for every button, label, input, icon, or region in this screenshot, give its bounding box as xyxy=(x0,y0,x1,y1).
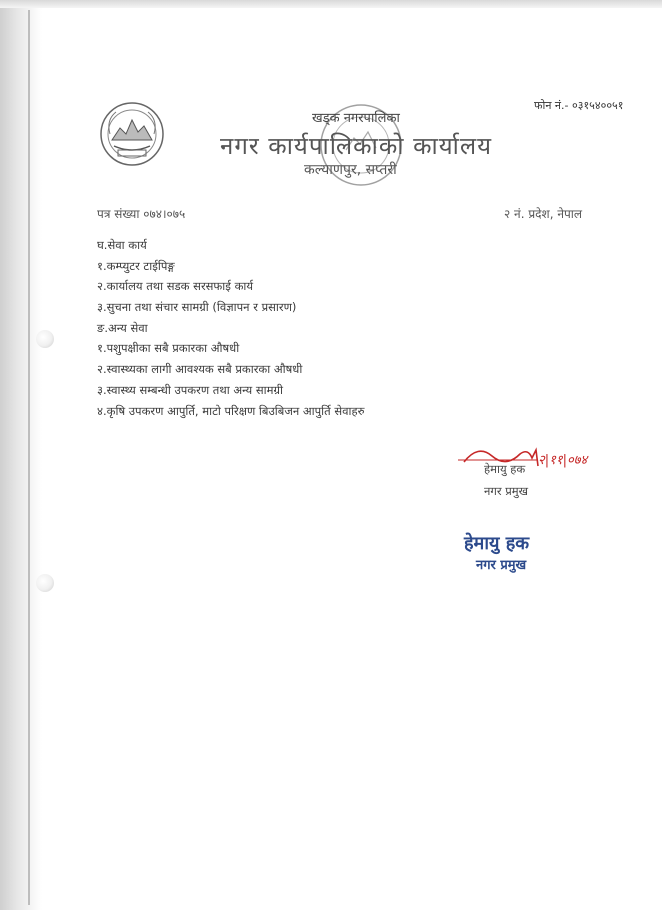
list-item: ४.कृषि उपकरण आपुर्ति, माटो परिक्षण बिउबिजन आपुर्ति सेवाहरु xyxy=(97,403,365,418)
list-item: ङ.अन्य सेवा xyxy=(97,320,148,335)
handwritten-signature-icon xyxy=(458,440,608,474)
phone-number: फोन नं.- ०३१५४००५१ xyxy=(534,99,624,112)
office-location: कल्याणपुर, सप्तरी xyxy=(304,162,397,178)
list-item: १.पशुपक्षीका सबै प्रकारका औषधी xyxy=(97,341,240,356)
nepal-emblem-icon xyxy=(96,98,168,170)
letter-number: पत्र संख्या ०७४।०७५ xyxy=(97,207,186,221)
list-item: ३.स्वास्थ्य सम्बन्धी उपकरण तथा अन्य सामग्री xyxy=(97,382,283,397)
handwritten-date: २|११|०७४ xyxy=(538,453,588,468)
signatory-name: हेमायु हक xyxy=(484,462,526,476)
official-stamp-name: हेमायु हक xyxy=(464,533,530,554)
list-item: २.कार्यालय तथा सडक सरसफाई कार्य xyxy=(97,279,254,294)
list-item: २.स्वास्थ्यका लागी आवश्यक सबै प्रकारका औषधी xyxy=(97,362,303,377)
services-list xyxy=(97,235,537,421)
municipality-name: खड्क नगरपालिका xyxy=(312,111,400,126)
office-title: नगर कार्यपालिकाको कार्यालय xyxy=(220,132,493,160)
province-line: २ नं. प्रदेश, नेपाल xyxy=(504,207,583,221)
list-item: १.कम्प्युटर टाईपिङ्ग xyxy=(97,258,175,273)
official-stamp-title: नगर प्रमुख xyxy=(476,558,527,573)
list-item: घ.सेवा कार्य xyxy=(97,238,147,252)
signatory-title: नगर प्रमुख xyxy=(484,484,529,498)
list-item: ३.सुचना तथा संचार सामग्री (विज्ञापन र प्रसारण) xyxy=(97,300,297,315)
